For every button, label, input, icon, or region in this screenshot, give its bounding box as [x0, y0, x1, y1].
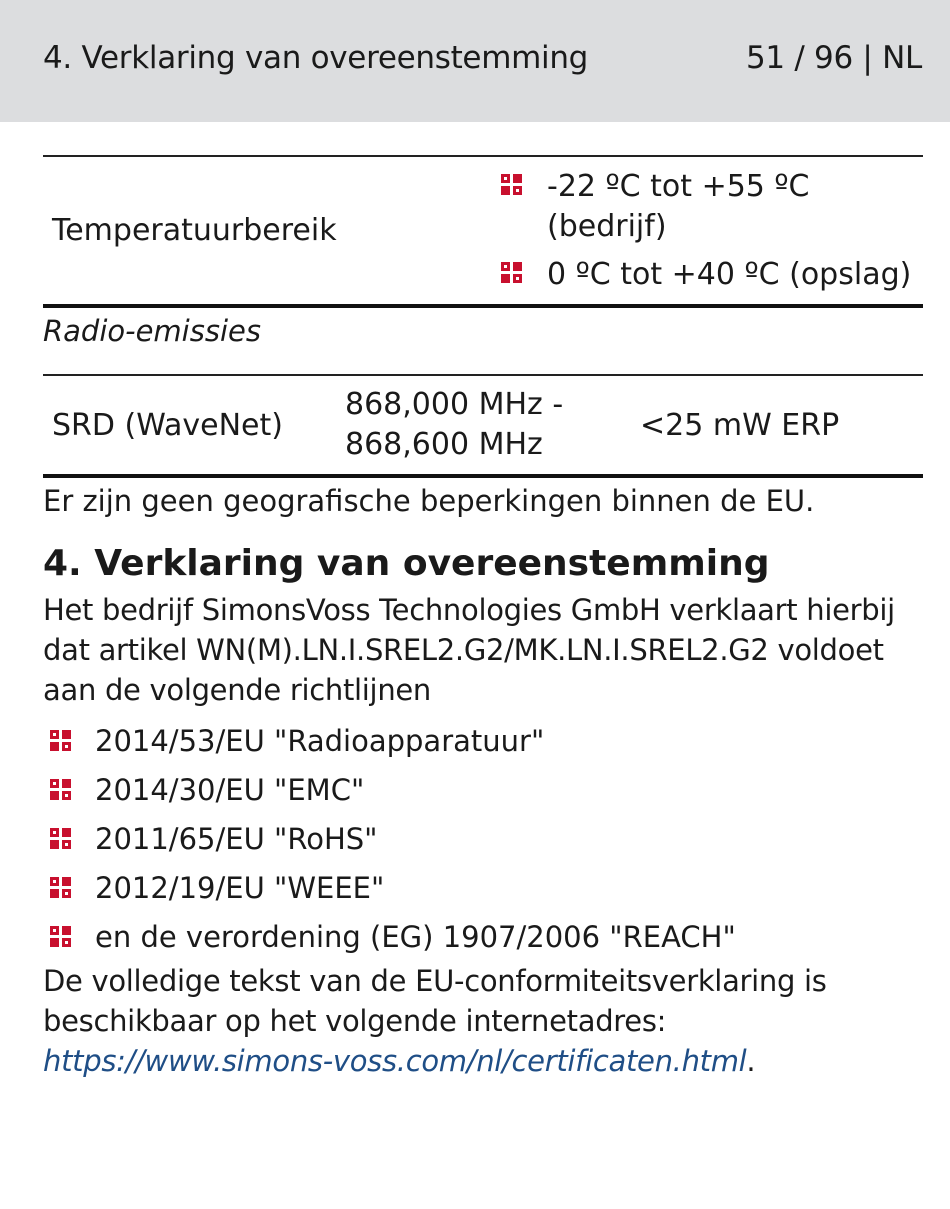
- list-item: [50, 912, 923, 961]
- page-header: [0, 0, 950, 122]
- temperature-value-item: [501, 255, 923, 295]
- temperature-row: [43, 155, 923, 308]
- temperature-label: Temperatuurbereik: [52, 213, 337, 248]
- red-square-grid-icon: [501, 262, 522, 283]
- page-number: 51 / 96 | NL: [745, 40, 922, 76]
- directive-text: 2012/19/EU "WEEE": [95, 870, 385, 905]
- list-item: [50, 863, 923, 912]
- directive-text: 2011/65/EU "RoHS": [95, 821, 378, 856]
- red-square-grid-icon: [50, 828, 71, 849]
- radio-power: <25 mW ERP: [640, 407, 840, 443]
- radio-row: [43, 374, 923, 478]
- temperature-value-item: [501, 167, 923, 247]
- red-square-grid-icon: [50, 926, 71, 947]
- list-item: [50, 814, 923, 863]
- directive-text: 2014/53/EU "Radioapparatuur": [95, 723, 545, 758]
- temperature-operating: -22 ºC tot +55 ºC (bedrijf): [547, 168, 810, 244]
- radio-emissions-caption: Radio-emissies: [43, 314, 261, 348]
- header-section-title: 4. Verklaring van overeenstemming: [43, 40, 589, 76]
- red-square-grid-icon: [501, 174, 522, 195]
- outro-end: .: [746, 1044, 756, 1078]
- red-square-grid-icon: [50, 730, 71, 751]
- certificates-link[interactable]: https://www.simons-voss.com/nl/certificaten.html: [43, 1044, 747, 1078]
- red-square-grid-icon: [50, 779, 71, 800]
- radio-frequency: 868,000 MHz - 868,600 MHz: [345, 387, 564, 462]
- section-heading: 4. Verklaring van overeenstemming: [43, 543, 770, 584]
- list-item: [50, 765, 923, 814]
- directive-list: [43, 716, 923, 961]
- temperature-storage: 0 ºC tot +40 ºC (opslag): [547, 256, 912, 292]
- list-item: [50, 716, 923, 765]
- red-square-grid-icon: [50, 877, 71, 898]
- radio-name: SRD (WaveNet): [52, 407, 283, 443]
- declaration-intro: Het bedrijf SimonsVoss Technologies GmbH verklaart hierbij dat artikel WN(M).LN.I.SREL2.G2/MK.LN.I.SREL2.G2 voldoet aan de volgende richtlijnen: [43, 593, 895, 707]
- geo-note: Er zijn geen geografische beperkingen binnen de EU.: [43, 484, 815, 518]
- declaration-outro: [43, 961, 923, 1081]
- directive-text: 2014/30/EU "EMC": [95, 772, 365, 807]
- outro-text: De volledige tekst van de EU-conformiteitsverklaring is beschikbaar op het volgende internetadres:: [43, 964, 827, 1038]
- directive-text: en de verordening (EG) 1907/2006 "REACH": [95, 919, 736, 954]
- temperature-values: [488, 167, 923, 295]
- page-content: [0, 155, 950, 1081]
